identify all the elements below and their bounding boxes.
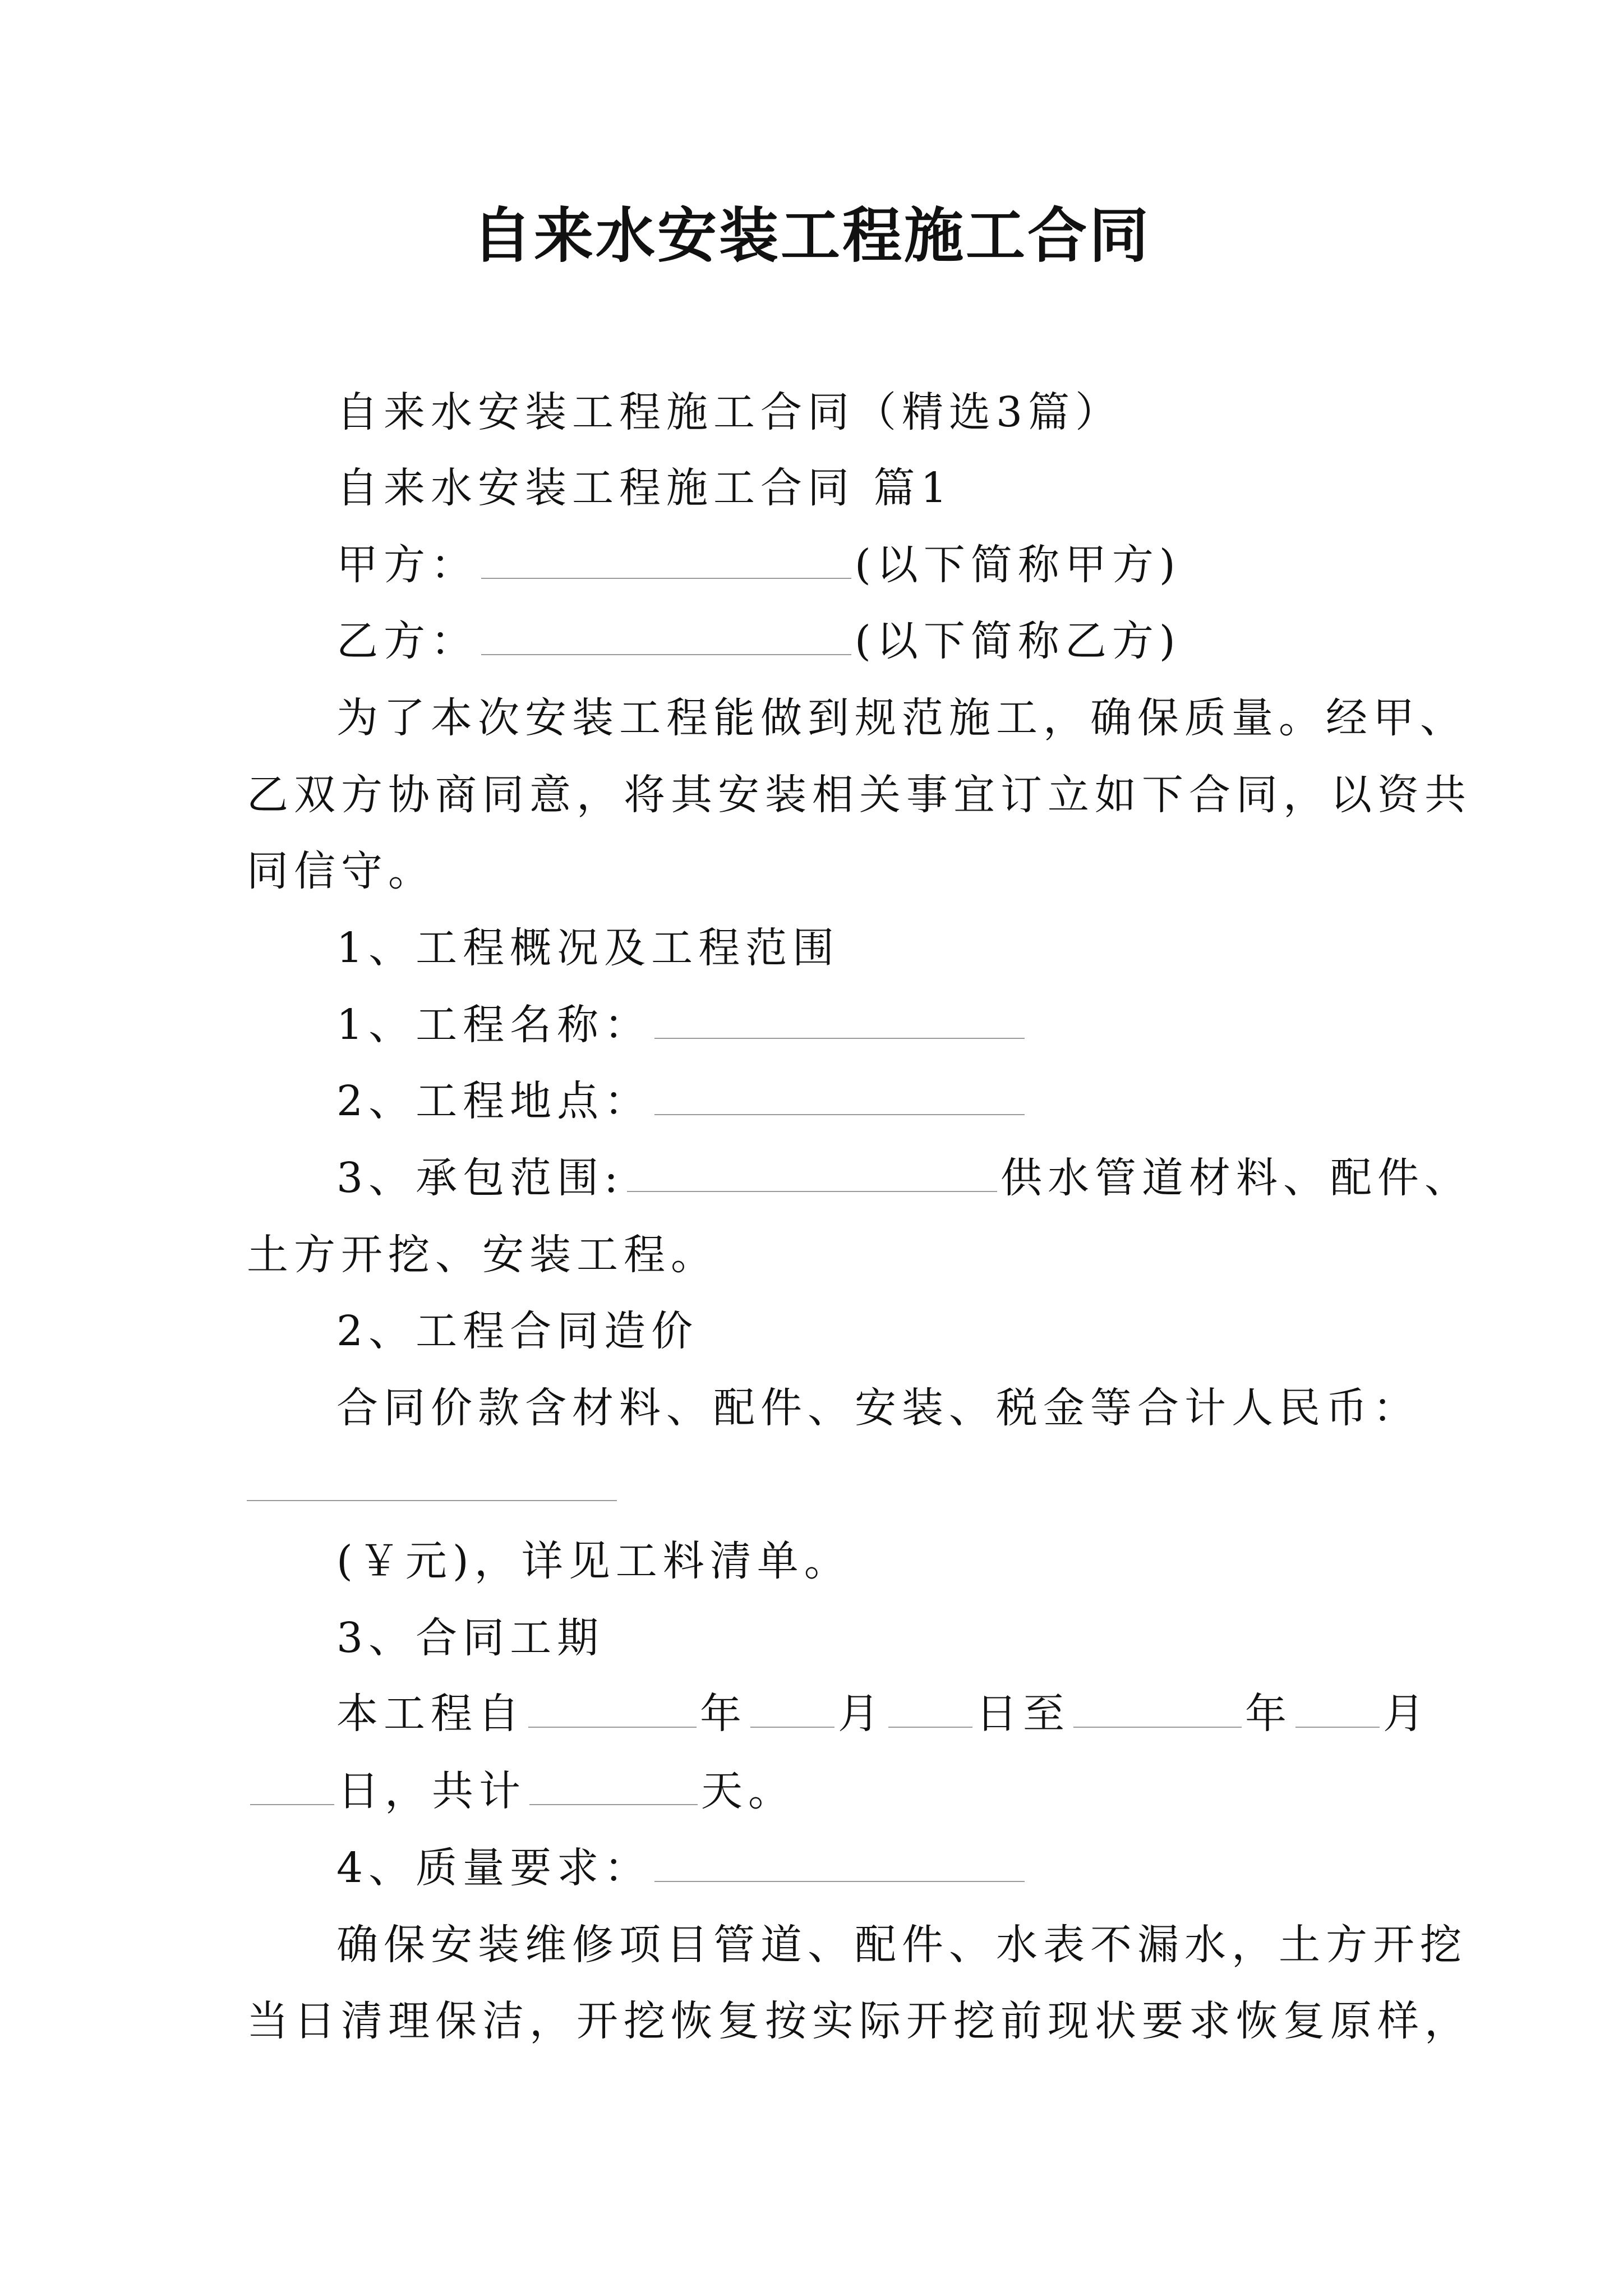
project-name-blank [654,1003,1025,1039]
section-3-heading: 3、合同工期 [336,1614,605,1662]
project-location-label: 2、工程地点： [336,1077,652,1125]
quality-text-2: 当日清理保洁，开挖恢复按实际开挖前现状要求恢复原样， [247,1997,1472,2045]
party-b-suffix: (以下简称乙方) [855,617,1181,665]
party-b-blank [481,619,851,655]
quality-text-1: 确保安装维修项目管道、配件、水表不漏水，土方开挖 [336,1921,1467,1969]
period-month-label: 月 [838,1690,885,1738]
project-name-label: 1、工程名称： [336,1001,652,1049]
period-month2-label: 月 [1383,1690,1430,1738]
period-year2-label: 年 [1245,1690,1292,1738]
period-start-label: 本工程自 [336,1690,525,1738]
intro-text-3: 同信守。 [247,847,435,895]
period-day-to-label: 日至 [976,1690,1070,1738]
price-text: 合同价款含材料、配件、安装、税金等合计人民币： [336,1384,1420,1432]
period-year-label: 年 [700,1690,747,1738]
scope-suffix: 供水管道材料、配件、 [1000,1154,1472,1202]
project-location-blank [654,1079,1025,1115]
scope-blank [627,1156,997,1192]
period-days-label: 天。 [701,1767,795,1815]
period-line-1 [336,1688,1430,1739]
party-a-line [336,540,1181,590]
period-day-total-label: 日，共计 [338,1767,526,1815]
project-location-line [336,1076,1028,1126]
party-b-label: 乙方： [336,617,478,665]
start-year-blank [528,1692,697,1728]
start-day-blank [888,1692,972,1728]
party-a-suffix: (以下简称甲方) [855,541,1181,589]
end-year-blank [1073,1692,1242,1728]
party-a-blank [481,543,851,579]
start-month-blank [750,1692,834,1728]
quality-line [336,1843,1028,1893]
document-title: 自来水安装工程施工合同 [472,200,1151,270]
scope-continuation: 土方开挖、安装工程。 [247,1231,718,1279]
section-2-heading: 2、工程合同造价 [336,1307,699,1355]
intro-text-2: 乙双方协商同意，将其安装相关事宜订立如下合同，以资共 [247,771,1472,819]
end-month-blank [1295,1692,1380,1728]
section-1-heading: 1、工程概况及工程范围 [336,924,840,972]
end-day-blank [250,1769,334,1805]
total-days-blank [529,1769,698,1805]
quality-label: 4、质量要求： [336,1844,652,1892]
price-unit: (￥元)，详见工料清单。 [336,1537,851,1585]
price-blank [247,1499,617,1501]
party-a-label: 甲方： [336,541,478,589]
period-line-2 [247,1766,795,1816]
project-name-line [336,1000,1028,1050]
scope-label: 3、承包范围: [336,1154,624,1202]
subtitle: 自来水安装工程施工合同（精选3篇） [336,388,1123,436]
quality-blank [654,1846,1025,1882]
scope-line [336,1153,1472,1203]
part-heading: 自来水安装工程施工合同 篇1 [336,464,953,512]
party-b-line [336,616,1181,666]
intro-text-1: 为了本次安装工程能做到规范施工，确保质量。经甲、 [336,694,1467,742]
